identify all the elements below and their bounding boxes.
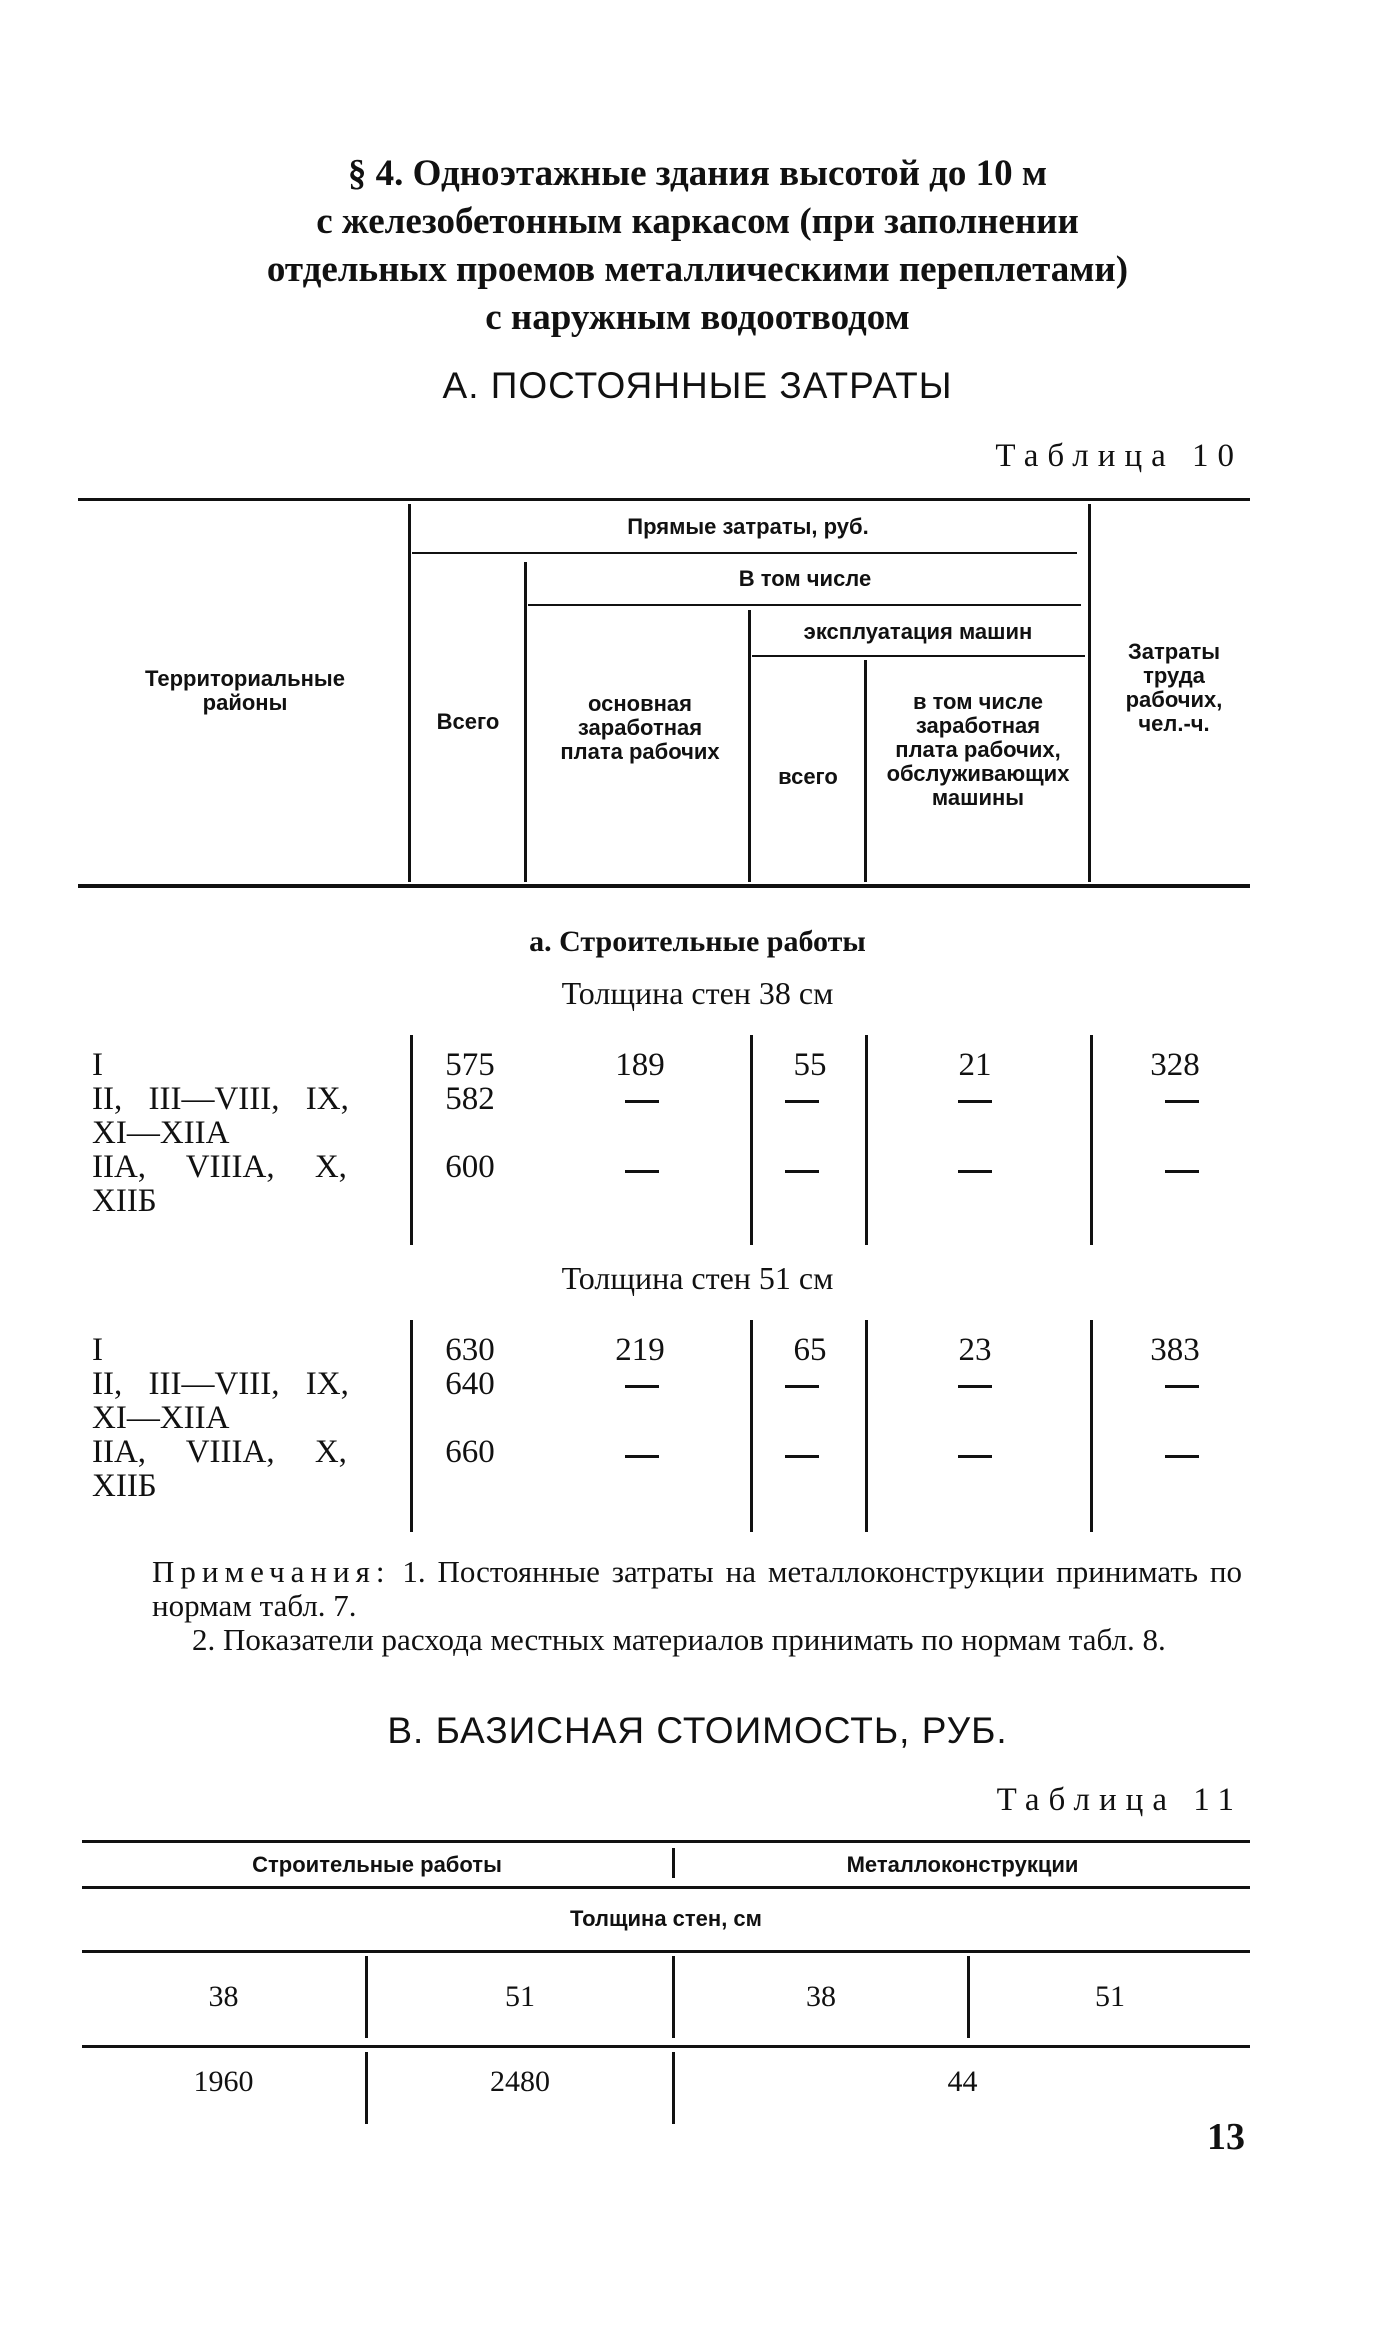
value-machine-wage: 21 <box>958 1047 992 1083</box>
region-label: I <box>92 1047 103 1083</box>
value-labor: 328 <box>1150 1047 1200 1083</box>
value-cell: 1960 <box>193 2065 254 2098</box>
header-direct-costs: Прямые затраты, руб. <box>627 514 869 539</box>
header-machine-wage: в том числе заработная плата рабочих, обслуживающих машины <box>886 689 1070 810</box>
col-rule <box>1090 1320 1093 1532</box>
col-rule <box>865 1035 868 1245</box>
col-rule <box>864 660 867 882</box>
dash <box>1165 1385 1199 1388</box>
col-rule <box>410 1320 413 1532</box>
value-machine-total: 65 <box>793 1332 827 1368</box>
title-line: с железобетонным каркасом (при заполнении <box>316 201 1079 242</box>
table-header-bottom-rule <box>78 884 1250 888</box>
dash <box>1165 1170 1199 1173</box>
title-line: § 4. Одноэтажные здания высотой до 10 м <box>347 153 1048 194</box>
col-rule <box>748 610 751 882</box>
value-total: 600 <box>445 1149 495 1185</box>
table-top-rule <box>78 498 1250 501</box>
value-labor: 383 <box>1150 1332 1200 1368</box>
value-total: 660 <box>445 1434 495 1470</box>
header-machine-total: всего <box>778 764 838 789</box>
header-including: В том числе <box>738 566 872 591</box>
row-rule <box>528 604 1081 606</box>
value-machine-wage: 23 <box>958 1332 992 1368</box>
value-total: 630 <box>445 1332 495 1368</box>
col-rule <box>750 1035 753 1245</box>
part-b-heading: В. БАЗИСНАЯ СТОИМОСТЬ, РУБ. <box>387 1710 1008 1751</box>
dash <box>785 1100 819 1103</box>
header-machine-operation: эксплуатация машин <box>803 619 1033 644</box>
value-base-wage: 219 <box>615 1332 665 1368</box>
col-rule <box>410 1035 413 1245</box>
region-label: II, III—VIII, IX, XI—XIIA <box>92 1081 349 1151</box>
notes-label: Примечания: <box>152 1554 391 1589</box>
group-caption: Толщина стен 38 см <box>561 975 834 1011</box>
value-cell: 2480 <box>490 2065 550 2098</box>
region-label: IIA, VIIIA, X, XIIБ <box>92 1149 347 1219</box>
thickness-cell: 51 <box>505 1980 535 2013</box>
row-rule <box>82 1950 1250 1953</box>
table-top-rule <box>82 1840 1250 1843</box>
value-base-wage: 189 <box>615 1047 665 1083</box>
dash <box>625 1170 659 1173</box>
part-a-heading: А. ПОСТОЯННЫЕ ЗАТРАТЫ <box>442 365 953 406</box>
col-rule <box>750 1320 753 1532</box>
thickness-cell: 51 <box>1095 1980 1125 2013</box>
notes <box>152 1555 1242 1657</box>
header-labor: Затраты труда рабочих, чел.-ч. <box>1125 639 1223 736</box>
header-regions: Территориальные районы <box>145 666 345 715</box>
title-line: с наружным водоотводом <box>485 297 910 338</box>
row-rule <box>752 655 1085 657</box>
header-construction: Строительные работы <box>252 1852 502 1877</box>
thickness-cell: 38 <box>806 1980 836 2013</box>
dash <box>625 1385 659 1388</box>
group-caption: Толщина стен 51 см <box>561 1260 834 1296</box>
note-1: 1. Постоянные затраты на металлоконструкции принимать по нормам табл. 7. <box>152 1554 1242 1623</box>
value-total: 640 <box>445 1366 495 1402</box>
dash <box>785 1170 819 1173</box>
title-line: отдельных проемов металлическими переплетами) <box>266 249 1129 290</box>
header-metal: Металлоконструкции <box>846 1852 1079 1877</box>
col-rule <box>524 562 527 882</box>
thickness-cell: 38 <box>208 1980 239 2013</box>
header-base-wage: основная заработная плата рабочих <box>560 691 720 764</box>
table-11-label: Таблица 11 <box>996 1782 1243 1818</box>
dash <box>958 1385 992 1388</box>
dash <box>785 1385 819 1388</box>
value-machine-total: 55 <box>793 1047 827 1083</box>
section-title <box>100 150 1295 342</box>
dash <box>1165 1455 1199 1458</box>
dash <box>625 1100 659 1103</box>
row-rule <box>412 552 1077 554</box>
col-rule <box>1090 1035 1093 1245</box>
value-total: 575 <box>445 1047 495 1083</box>
region-label: IIA, VIIIA, X, XIIБ <box>92 1434 347 1504</box>
page-number: 13 <box>1207 2116 1245 2158</box>
dash <box>958 1100 992 1103</box>
value-cell: 44 <box>947 2065 978 2098</box>
region-label: I <box>92 1332 103 1368</box>
dash <box>625 1455 659 1458</box>
region-label: II, III—VIII, IX, XI—XIIA <box>92 1366 349 1436</box>
row-rule <box>82 1886 1250 1889</box>
row-rule <box>82 2045 1250 2048</box>
dash <box>1165 1100 1199 1103</box>
header-total: Всего <box>436 709 500 734</box>
subtitle-construction: а. Строительные работы <box>529 925 866 958</box>
header-thickness: Толщина стен, см <box>570 1906 762 1931</box>
col-rule <box>408 504 411 882</box>
dash <box>958 1455 992 1458</box>
value-total: 582 <box>445 1081 495 1117</box>
dash <box>958 1170 992 1173</box>
dash <box>785 1455 819 1458</box>
col-rule <box>1088 504 1091 882</box>
col-rule <box>865 1320 868 1532</box>
table-10-label: Таблица 10 <box>995 438 1243 474</box>
note-2: 2. Показатели расхода местных материалов принимать по нормам табл. 8. <box>192 1622 1166 1657</box>
